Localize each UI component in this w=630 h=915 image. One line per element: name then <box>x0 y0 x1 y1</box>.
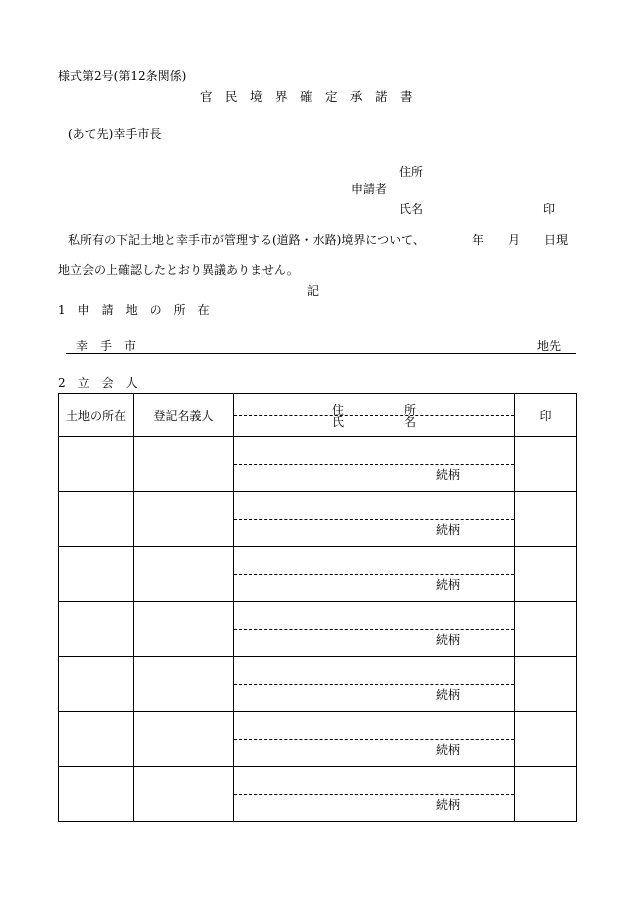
cell-registered-owner[interactable] <box>134 657 234 712</box>
table-row <box>59 492 577 547</box>
cell-registered-owner[interactable] <box>134 602 234 657</box>
cell-seal[interactable] <box>515 712 577 767</box>
body-text-line2: 地立会の上確認したとおり異議ありません。 <box>58 263 299 277</box>
cell-registered-owner[interactable] <box>134 492 234 547</box>
cell-location[interactable] <box>59 437 134 492</box>
cell-location[interactable] <box>59 657 134 712</box>
relationship-label: 続柄 <box>435 743 460 757</box>
relationship-label: 続柄 <box>435 578 460 592</box>
header-seal: 印 <box>515 394 577 437</box>
cell-location[interactable] <box>59 712 134 767</box>
cell-location[interactable] <box>59 602 134 657</box>
body-month: 月 <box>508 233 521 247</box>
table-header-row <box>59 394 577 437</box>
cell-seal[interactable] <box>515 657 577 712</box>
body-day: 日現 <box>544 233 569 247</box>
header-name: 氏 名 <box>331 415 416 429</box>
body-year: 年 <box>472 233 485 247</box>
cell-seal[interactable] <box>515 437 577 492</box>
cell-seal[interactable] <box>515 767 577 822</box>
table-row <box>59 767 577 822</box>
cell-registered-owner[interactable] <box>134 437 234 492</box>
cell-location[interactable] <box>59 547 134 602</box>
cell-registered-owner[interactable] <box>134 712 234 767</box>
section1-city: 幸 手 市 <box>76 339 137 353</box>
table-row <box>59 437 577 492</box>
section2-heading: 2 立 会 人 <box>58 376 138 390</box>
cell-address-name[interactable] <box>234 767 515 822</box>
header-address: 住 所 <box>331 403 416 417</box>
addressee: (あて先)幸手市長 <box>68 127 162 141</box>
relationship-label: 続柄 <box>435 523 460 537</box>
cell-address-name[interactable] <box>234 492 515 547</box>
cell-seal[interactable] <box>515 492 577 547</box>
ki-label: 記 <box>307 284 320 298</box>
witness-table <box>58 393 577 822</box>
cell-address-name[interactable] <box>234 657 515 712</box>
cell-address-name[interactable] <box>234 547 515 602</box>
document-title: 官 民 境 界 確 定 承 諾 書 <box>200 89 413 104</box>
header-address-name <box>234 394 515 437</box>
relationship-label: 続柄 <box>435 688 460 702</box>
cell-address-name[interactable] <box>234 437 515 492</box>
section1-suffix: 地先 <box>537 339 562 353</box>
header-registered-owner: 登記名義人 <box>134 394 234 437</box>
seal-label: 印 <box>543 202 556 216</box>
section1-heading: 1 申 請 地 の 所 在 <box>58 303 210 317</box>
section1-underline <box>66 353 576 354</box>
table-row <box>59 602 577 657</box>
name-label: 氏名 <box>399 202 424 216</box>
cell-registered-owner[interactable] <box>134 547 234 602</box>
cell-location[interactable] <box>59 492 134 547</box>
table-row <box>59 712 577 767</box>
cell-address-name[interactable] <box>234 602 515 657</box>
cell-registered-owner[interactable] <box>134 767 234 822</box>
cell-address-name[interactable] <box>234 712 515 767</box>
table-row <box>59 547 577 602</box>
address-label: 住所 <box>399 165 424 179</box>
relationship-label: 続柄 <box>435 468 460 482</box>
applicant-label: 申請者 <box>351 182 388 196</box>
table-row <box>59 657 577 712</box>
header-location: 土地の所在 <box>59 394 134 437</box>
body-text-line1: 私所有の下記土地と幸手市が管理する(道路・水路)境界について、 <box>68 233 425 247</box>
relationship-label: 続柄 <box>435 633 460 647</box>
cell-location[interactable] <box>59 767 134 822</box>
cell-seal[interactable] <box>515 547 577 602</box>
relationship-label: 続柄 <box>435 798 460 812</box>
form-number: 様式第2号(第12条関係) <box>58 69 187 83</box>
cell-seal[interactable] <box>515 602 577 657</box>
